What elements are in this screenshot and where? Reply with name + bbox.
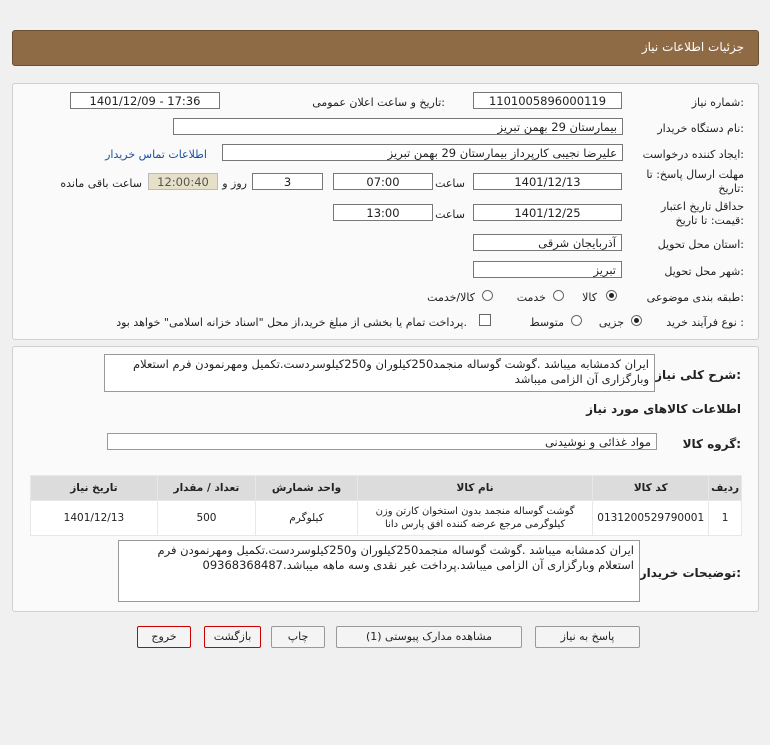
days-field: 3 [252,173,323,190]
process-label: نوع فرآیند خرید : [666,316,744,329]
page-title: جزئیات اطلاعات نیاز [641,40,744,54]
remaining-time-field: 12:00:40 [148,173,218,190]
category-goods-service-label: کالا/خدمت [427,291,475,304]
province-field: آذربایجان شرقی [473,234,622,251]
exit-button[interactable]: خروج [137,626,191,648]
col-code: کد کالا [593,476,709,501]
treasury-note: پرداخت تمام یا بخشی از مبلغ خرید،از محل "اسناد خزانه اسلامی" خواهد بود. [116,316,467,329]
remaining-label: ساعت باقی مانده [60,177,142,190]
cell-date: 1401/12/13 [31,501,158,536]
print-button[interactable]: چاپ [271,626,325,648]
category-label: طبقه بندی موضوعی: [646,291,744,304]
buyer-notes-label: توضیحات خریدار: [639,566,741,580]
process-minor-label: جزیی [598,316,624,329]
category-radio-service[interactable] [553,290,564,301]
deadline-time-label: ساعت [435,177,465,190]
cell-qty: 500 [157,501,255,536]
contact-info-link[interactable]: اطلاعات تماس خریدار [105,148,207,161]
treasury-checkbox[interactable] [479,314,491,326]
back-button[interactable]: بازگشت [204,626,261,648]
buyer-notes-box: ایران کدمشابه میباشد .گوشت گوساله منجمد250کیلوران و250کیلوسردست.تکمیل ومهرنمودن فرم استعلام وبارگزاری آن الزامی میباشد.پرداخت غیر نقدی وسه ماهه میباشد.09368368487 [118,540,640,602]
goods-table [30,475,742,536]
city-field: تبریز [473,261,622,278]
attachments-button[interactable]: مشاهده مدارک پیوستی (1) [336,626,522,648]
need-number-label: شماره نیاز: [691,96,744,109]
col-date: تاریخ نیاز [31,476,158,501]
deadline-time-field: 07:00 [333,173,433,190]
process-radio-medium[interactable] [571,315,582,326]
deadline-label: مهلت ارسال پاسخ: تا تاریخ: [646,168,744,195]
process-medium-label: متوسط [529,316,564,329]
creator-field: علیرضا نجیبی کارپرداز بیمارستان 29 بهمن تبریز [222,144,623,161]
buyer-field: بیمارستان 29 بهمن تبریز [173,118,623,135]
announce-label: تاریخ و ساعت اعلان عمومی: [312,96,445,109]
process-radio-minor[interactable] [631,315,642,326]
goods-group-label: گروه کالا: [682,437,741,451]
buyer-label: نام دستگاه خریدار: [657,122,744,135]
summary-box: ایران کدمشابه میباشد .گوشت گوساله منجمد250کیلوران و250کیلوسردست.تکمیل ومهرنمودن فرم استعلام وبارگزاری آن الزامی میباشد [104,354,655,392]
cell-row: 1 [709,501,742,536]
col-row: ردیف [709,476,742,501]
validity-time-label: ساعت [435,208,465,221]
province-label: استان محل تحویل: [657,238,744,251]
validity-date-field: 1401/12/25 [473,204,622,221]
goods-section-title: اطلاعات کالاهای مورد نیاز [586,402,741,416]
cell-unit: کیلوگرم [256,501,358,536]
cell-code: 0131200529790001 [593,501,709,536]
page-header [12,30,759,66]
validity-time-field: 13:00 [333,204,433,221]
reply-button[interactable]: پاسخ به نیاز [535,626,640,648]
col-unit: واحد شمارش [256,476,358,501]
category-radio-goods[interactable] [606,290,617,301]
table-row [31,501,742,536]
deadline-date-field: 1401/12/13 [473,173,622,190]
category-service-label: خدمت [516,291,546,304]
category-goods-label: کالا [582,291,597,304]
cell-name: گوشت گوساله منجمد بدون استخوان کارتن وزن کیلوگرمی مرجع عرضه کننده افق پارس دانا [357,501,592,536]
announce-field: 1401/12/09 - 17:36 [70,92,220,109]
city-label: شهر محل تحویل: [664,265,744,278]
creator-label: ایجاد کننده درخواست: [642,148,744,161]
category-radio-goods-service[interactable] [482,290,493,301]
validity-label: حداقل تاریخ اعتبار قیمت: تا تاریخ: [660,200,744,227]
col-qty: تعداد / مقدار [157,476,255,501]
need-number-field: 1101005896000119 [473,92,622,109]
days-label: روز و [222,177,247,190]
goods-group-field: مواد غذائی و نوشیدنی [107,433,657,450]
summary-label: شرح کلی نیاز: [655,368,741,382]
col-name: نام کالا [357,476,592,501]
